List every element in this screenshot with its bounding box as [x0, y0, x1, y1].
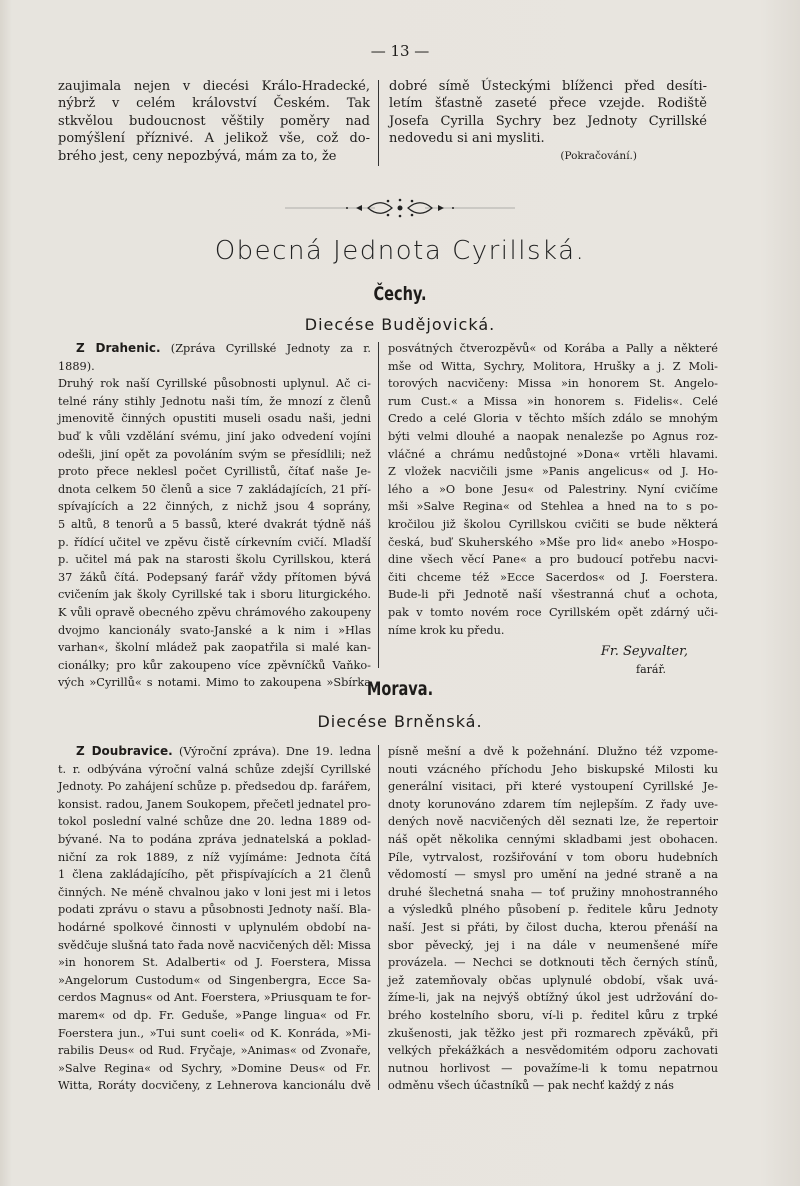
text-line — [58, 743, 371, 761]
text-line: cionálky; pro kůr zakoupeno více zpěvníčků Vaňko- — [58, 658, 371, 672]
text-line: provázela. — Nechci se dotknouti těch černých stínů, — [388, 956, 718, 970]
text-line: p. řídící učitel ve zpěvu čistě církevním cvičí. Mladší — [58, 535, 371, 549]
text-line: 5 altů, 8 tenorů a 5 bassů, které dvakrát týdně náš — [58, 517, 371, 531]
text-line-rest: (Zpráva Cyrillské Jednoty za r. 1889). — [58, 342, 371, 373]
text-line: »in honorem St. Adalberti« od J. Foerstera, Missa — [58, 956, 371, 970]
text-line: pak v tomto novém roce Cyrillském opět zdárný uči- — [388, 605, 718, 619]
section2-right-text — [388, 743, 718, 1095]
text-line: marem« od dp. Fr. Geduše, »Pange lingua« od Fr. — [58, 1008, 371, 1022]
text-line: Píle, vytrvalost, rozšiřování v tom oboru hudebních — [388, 850, 718, 864]
text-line: »Angelorum Custodum« od Singenbergra, Ecce Sa- — [58, 973, 371, 987]
text-line: nutnou horlivost — považíme-li k tomu nepatrnou — [388, 1061, 718, 1075]
text-line: vědomostí — smysl pro umění na jedné straně a na — [388, 868, 718, 882]
text-line: naší. Jest si přáti, by čilost ducha, kterou přenáší na — [388, 920, 718, 934]
text-line: rum Cust.« a Missa »in honorem s. Fidelis«. Celé — [388, 394, 718, 408]
text-line: býti velmi dlouhé a naopak nenalezše po Agnus roz- — [388, 429, 718, 443]
text-line: mši »Salve Regina« od Stehlea a hned na to s po- — [388, 500, 718, 514]
text-line: druhé šlechetná snaha — toť pružiny mnohostranného — [388, 885, 718, 899]
text-line: cvičením jak školy Cyrillské tak i sboru liturgického. — [58, 588, 371, 602]
text-line: Druhý rok naší Cyrillské působnosti uplynul. Ač ci- — [58, 377, 371, 391]
text-line: činných. Ne méně chvalnou jako v loni jest mi i letos — [58, 885, 371, 899]
section1-right-text — [388, 340, 718, 639]
text-line: brého kostelního sboru, ví-li p. ředitel kůru z trpké — [388, 1008, 718, 1022]
text-line: kročilou již školou Cyrillskou cvičiti se bude některá — [388, 517, 718, 531]
text-line: sbor pěvecký, jej i na dále v neumenšené míře — [388, 938, 718, 952]
section1-right-column — [388, 340, 718, 678]
text-line: nouti vzácného příchodu Jeho biskupské Milosti ku — [388, 762, 718, 776]
text-line: stkvělou budoucnost věštily poměry nad — [58, 113, 370, 129]
text-line: odešli, jiní opět za povoláním svým se přesídlili; než — [58, 447, 371, 461]
text-line: posvátných čtverozpěvů« od Korába a Pally a některé — [388, 342, 718, 355]
place-name: Z Doubravice. — [76, 744, 173, 758]
column-divider — [378, 342, 379, 668]
text-line: generální visitaci, při které vystoupení Cyrillské Je- — [388, 780, 718, 794]
text-line: dvojmo kancionály svato-Janské a k nim i »Hlas — [58, 623, 371, 637]
text-line: zkušenosti, jak těžko jest při rozmarech zpěváků, při — [388, 1026, 718, 1040]
text-line: odměnu všech účastníků — pak nechť každý z nás — [388, 1079, 674, 1093]
place-name: Z Drahenic. — [76, 341, 161, 355]
text-line: jež zatemňovaly občas uplynulé období, však uvá- — [388, 973, 718, 987]
text-line: »Salve Regina« od Sychry, »Domine Deus« od Fr. — [58, 1061, 371, 1075]
text-line: žíme-li, jak na nejvýš obtížný úkol jest udržování do- — [388, 991, 718, 1005]
text-line: dnota celkem 50 členů a sice 7 zakládajících, 21 pří- — [58, 482, 371, 496]
top-left-column — [58, 78, 370, 165]
text-line: náš opět několika cennými skladbami jest obohacen. — [388, 832, 718, 846]
text-line: telné rány stihly Jednotu naši tím, že mnozí z členů — [58, 394, 371, 408]
text-line: Witta, Roráty docvičeny, z Lehnerova kancionálu dvě — [58, 1079, 371, 1093]
text-line: česká, buď Skuherského »Mše pro lid« anebo »Hospo- — [388, 535, 718, 549]
section2-left-column — [58, 743, 371, 1095]
diocese-heading-brnenska: Diecése Brněnská. — [317, 712, 483, 731]
text-line: lého a »O bone Jesu« od Palestriny. Nyní cvičíme — [388, 482, 718, 496]
text-line: p. učitel má pak na starosti školu Cyrillskou, která — [58, 553, 371, 567]
text-line: proto přece neklesl počet Cyrillistů, čítať naše Je- — [58, 465, 371, 479]
text-line: Bude-li při Jednotě naší všestranná chuť a ochota, — [388, 588, 718, 602]
text-line: brého jest, ceny nepozbývá, mám za to, že — [58, 148, 337, 164]
text-line: torových nacvičeny: Missa »in honorem St. Angelo- — [388, 377, 718, 391]
text-line: čiti chceme též »Ecce Sacerdos« od J. Foerstera. — [388, 570, 718, 584]
text-line: pomýšlení příznivé. A jelikož vše, což do- — [58, 131, 370, 147]
text-line: Z vložek nacvičili jsme »Panis angelicus« od J. Ho- — [388, 465, 718, 479]
text-line: konsist. radou, Janem Soukopem, přečetl jednatel pro- — [58, 797, 371, 811]
region-heading-cechy: Čechy. — [373, 283, 427, 305]
ornament-divider-icon — [280, 197, 520, 219]
text-line: Jednoty. Po zahájení schůze p. předsedou dp. farářem, — [58, 780, 371, 794]
text-line: varhan«, školní mládež pak zaopatřila si malé kan- — [58, 641, 371, 655]
text-line: nýbrž v celém království Českém. Tak — [58, 96, 370, 112]
text-line: niční za rok 1889, z níž vyjímáme: Jednota čítá — [58, 850, 371, 864]
page-number: — 13 — — [370, 42, 430, 60]
text-line: spívajících a 22 činných, z nichž jsou 4 soprány, — [58, 500, 371, 514]
text-line: buď k vůli vzdělání svému, jiní jako odvedení vojíni — [58, 429, 371, 443]
text-line: dnoty korunováno zdarem tím nejlepším. Z řady uve- — [388, 797, 718, 811]
region-heading-morava: Morava. — [366, 678, 434, 700]
text-line: níme krok ku předu. — [388, 623, 505, 637]
section2-left-text — [58, 743, 371, 1095]
text-line: hodárné spolkové činnosti v uplynulém období na- — [58, 920, 371, 934]
text-line: zaujimala nejen v diecési Králo-Hradecké, — [58, 79, 370, 94]
text-line: tokol poslední valné schůze dne 20. ledna 1889 od- — [58, 815, 371, 829]
top-right-text — [389, 78, 707, 148]
text-line: dených nově nacvičených děl seznati lze, že repertoir — [388, 815, 718, 829]
text-line: 1 člena zakládajícího, pět přispívajících a 21 členů — [58, 868, 371, 882]
text-line: mše od Witta, Sychry, Molitora, Hrušky a j. Z Moli- — [388, 359, 718, 373]
continued-note: (Pokračování.) — [560, 149, 637, 162]
column-divider — [378, 80, 379, 166]
text-line: Foerstera jun., »Tui sunt coeli« od K. Konráda, »Mi- — [58, 1026, 371, 1040]
text-line: letím šťastně zaseté přece vzejde. Rodiště — [389, 96, 707, 112]
text-line: dine všech věcí Pane« a pro budoucí potřebu nacvi- — [388, 553, 718, 567]
text-line: a výsledků plného působení p. ředitele kůru Jednoty — [388, 903, 718, 917]
text-line: cerdos Magnus« od Ant. Foerstera, »Priusquam te for- — [58, 991, 371, 1005]
text-line: jmenovitě činných opustiti museli osadu naši, jedni — [58, 412, 371, 426]
text-line: velkých překážkách a nesvědomitém odporu zachovati — [388, 1044, 718, 1058]
text-line: písně mešní a dvě k požehnání. Dlužno též vzpome- — [388, 745, 718, 758]
diocese-heading-budejovicka: Diecése Budějovická. — [304, 315, 496, 334]
text-line: podati zprávu o stavu a působnosti Jednoty naší. Bla- — [58, 903, 371, 917]
signature-title: farář. — [636, 662, 666, 676]
section2-right-column — [388, 743, 718, 1095]
column-divider — [378, 745, 379, 1090]
signature: Fr. Seyvalter, — [600, 644, 688, 660]
text-line: Josefa Cyrilla Sychry bez Jednoty Cyrillské — [389, 113, 707, 129]
section1-left-column — [58, 340, 371, 692]
text-line: rabilis Deus« od Rud. Fryčaje, »Animas« od Zvonaře, — [58, 1044, 371, 1058]
text-line — [58, 340, 371, 375]
top-right-column — [389, 78, 707, 165]
main-title: Obecná Jednota Cyrillská. — [214, 236, 586, 266]
text-line: Credo a celé Gloria v těchto mších zdálo se mnohým — [388, 412, 718, 426]
section1-left-text — [58, 340, 371, 692]
text-line: t. r. odbývána výroční valná schůze zdejší Cyrillské — [58, 762, 371, 776]
text-line: nedovedu si ani mysliti. — [389, 131, 545, 147]
text-line: 37 žáků čítá. Podepsaný farář vždy přítomen bývá — [58, 570, 371, 584]
text-line-rest: (Výroční zpráva). Dne 19. ledna — [172, 745, 371, 758]
text-line: svědčuje slušná tato řada nově nacvičených děl: Missa — [58, 938, 371, 952]
text-line: bývané. Na to podána zpráva jednatelská a poklad- — [58, 832, 371, 846]
text-line: vých »Cyrillů« s notami. Mimo to zakoupena »Sbírka — [58, 676, 371, 690]
text-line: K vůli opravě obecného zpěvu chrámového zakoupeny — [58, 605, 371, 619]
text-line: vláčné a chrámu nedůstojné »Dona« vrtěli hlavami. — [388, 447, 718, 461]
text-line: dobré símě Ústeckými blíženci před desíti- — [389, 79, 707, 94]
